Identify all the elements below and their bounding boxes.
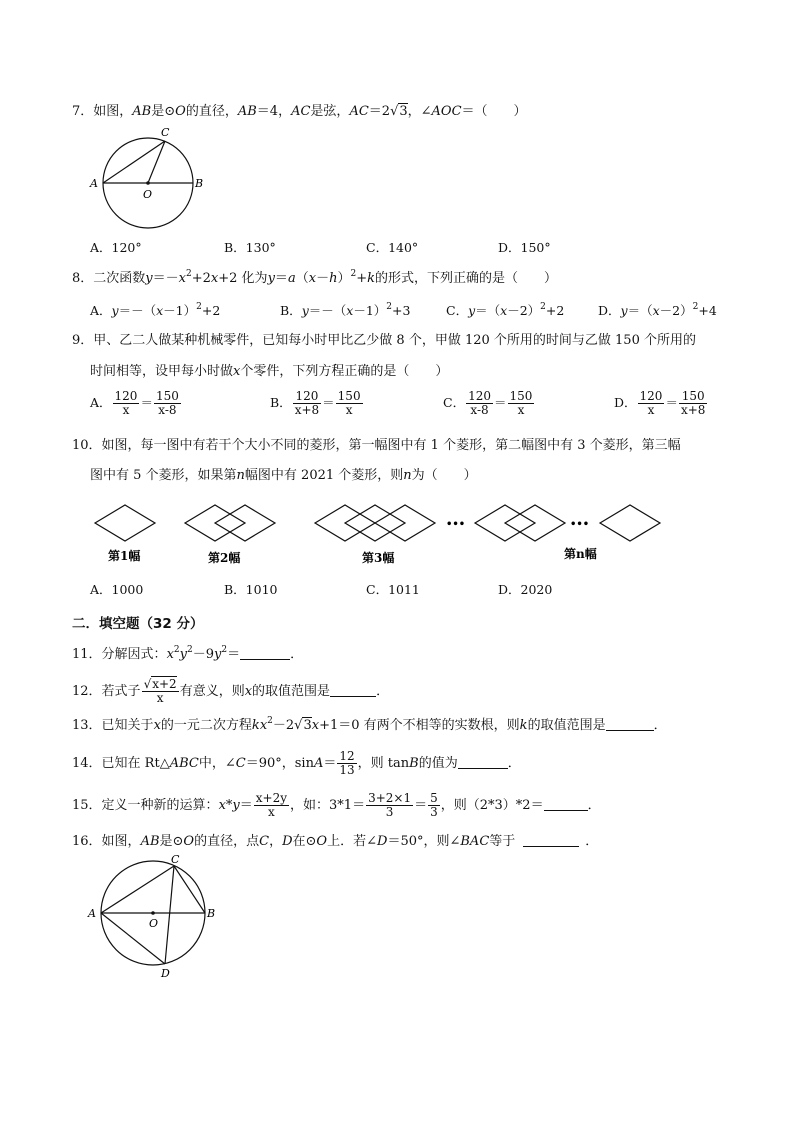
q8-option-d[interactable]: D．$y=(x-2)^2+4$ [598, 302, 717, 318]
answer-blank-13[interactable] [606, 718, 654, 731]
question-11: 11．分解因式：$x^2y^2-9y^2=$ ． [72, 645, 304, 662]
q16-circle-figure [85, 852, 225, 982]
rhombus-fign-c [600, 505, 660, 541]
label-c: C [161, 126, 170, 139]
question-10-line2: 图中有 5 个菱形，如果第n幅图中有 2021 个菱形，则n为（ ） [90, 468, 477, 483]
q7-option-a[interactable]: A．120° [90, 240, 142, 255]
label-fign: 第n幅 [564, 547, 597, 561]
q10-rhombus-figure [90, 500, 670, 570]
label-a: A [90, 177, 98, 190]
q10-option-d[interactable]: D．2020 [498, 582, 553, 597]
chord-ac [101, 866, 174, 913]
q9-option-a[interactable]: A． $\frac{120}{x}$ ＝ $\frac{150}{x-8}$ [90, 389, 179, 417]
q8-option-a[interactable]: A．$y=-(x-1)^2+2$ [90, 302, 221, 318]
q10-option-c[interactable]: C．1011 [366, 582, 420, 597]
q7-option-d[interactable]: D．150° [498, 240, 551, 255]
question-10-line1: 10．如图，每一图中有若干个大小不同的菱形，第一幅图中有 1 个菱形，第二幅图中有 3 个菱形，第三幅 [72, 438, 681, 453]
question-9-line2: 时间相等，设甲每小时做x个零件，下列方程正确的是（ ） [90, 364, 449, 379]
label-d: D [161, 967, 170, 980]
label-c: C [171, 853, 180, 866]
label-fig2: 第2幅 [208, 551, 241, 565]
label-o: O [143, 188, 153, 201]
label-fig3: 第3幅 [362, 551, 395, 565]
question-13: 13．已知关于x的一元二次方程$kx^2-2√3x+1=0$ 有两个不相等的实数根，则k的取值范围是 ． [72, 716, 667, 733]
answer-blank-12[interactable] [330, 684, 376, 697]
question-14: 14．已知在 Rt△ABC中，∠C＝90°，sinA＝ $\frac{12}{13}$ ，则 tanB的值为 ． [72, 749, 521, 777]
q10-option-b[interactable]: B．1010 [224, 582, 278, 597]
label-fig1: 第1幅 [108, 549, 141, 563]
question-9-line1: 9．甲、乙二人做某种机械零件，已知每小时甲比乙少做 8 个，甲做 120 个所用的时间与乙做 150 个所用的 [72, 333, 696, 348]
question-15: 15．定义一种新的运算：x*y＝ $\frac{x+2y}{x}$ ，如：3*1＝ $\frac{3+2\times 1}{3}$ ＝ $\frac{5}{3}$ ，则（2*3）*2＝ ． [72, 791, 601, 819]
chord-cd [165, 866, 174, 964]
chord-cb [174, 866, 205, 913]
q8-option-b[interactable]: B．$y=-(x-1)^2+3$ [280, 302, 411, 318]
answer-blank-14[interactable] [458, 756, 508, 769]
question-12: 12．若式子 $\frac{√x+2}{x}$ 有意义，则x的取值范围是 ． [72, 677, 390, 705]
q10-option-a[interactable]: A．1000 [90, 582, 144, 597]
label-a: A [88, 907, 96, 920]
answer-blank-16[interactable] [523, 834, 579, 847]
q8-option-c[interactable]: C．$y=(x-2)^2+2$ [446, 302, 565, 318]
q9-option-c[interactable]: C． $\frac{120}{x-8}$ ＝ $\frac{150}{x}$ [443, 389, 533, 417]
question-7: 7．如图，AB是⊙O的直径，AB＝4，AC是弦，AC＝2√3，∠AOC＝（ ） [72, 104, 527, 119]
label-b: B [195, 177, 204, 190]
question-16: 16．如图，AB是⊙O的直径，点C，D在⊙O上．若∠D＝50°，则∠BAC等于 ． [72, 834, 599, 849]
label-b: B [207, 907, 216, 920]
answer-blank-15[interactable] [544, 798, 588, 811]
q9-option-d[interactable]: D． $\frac{120}{x}$ ＝ $\frac{150}{x+8}$ [614, 389, 706, 417]
label-o: O [149, 917, 159, 930]
answer-blank-11[interactable] [240, 647, 290, 660]
section-fill-in-title: 二．填空题（32 分） [72, 616, 204, 632]
chord-ac [103, 141, 165, 183]
q9-option-b[interactable]: B． $\frac{120}{x+8}$ ＝ $\frac{150}{x}$ [270, 389, 361, 417]
ellipsis-2: ••• [570, 519, 590, 530]
q7-option-b[interactable]: B．130° [224, 240, 276, 255]
rhombus-fig1 [95, 505, 155, 541]
ellipsis-1: ••• [446, 519, 466, 530]
q7-option-c[interactable]: C．140° [366, 240, 419, 255]
q7-circle-figure [85, 124, 215, 236]
question-8: 8．二次函数$y=-x^2+2x+2$ 化为$y=a(x-h)^2+k$的形式，下列正确的是（ ） [72, 269, 558, 286]
